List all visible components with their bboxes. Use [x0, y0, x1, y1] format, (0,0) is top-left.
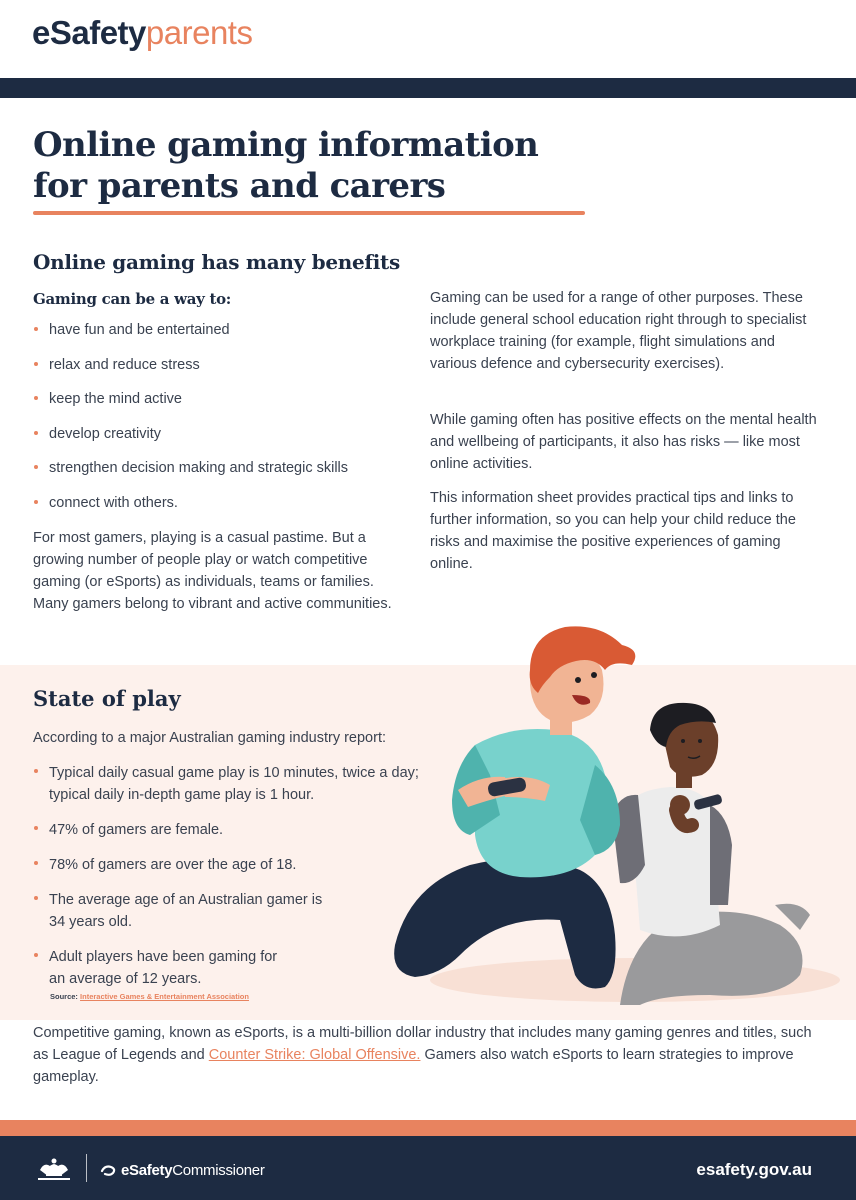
counter-strike-link[interactable]: Counter Strike: Global Offensive. — [208, 1047, 421, 1063]
logo-parents: parents — [145, 14, 253, 51]
benefits-subheading: Gaming can be a way to: — [33, 290, 232, 308]
state-of-play-intro: According to a major Australian gaming industry report: — [33, 730, 387, 746]
list-item — [33, 762, 473, 806]
government-crest-icon — [32, 1156, 76, 1182]
info-sheet-paragraph: This information sheet provides practical tips and links to further information, so you can help your child reduce the risks and maximise the positive experiences of gaming online. — [430, 490, 796, 572]
statistics-list — [33, 762, 473, 1003]
stat-text: 34 years old. — [49, 914, 133, 930]
page-title — [33, 125, 593, 207]
stat-text: Typical daily casual game play is 10 minutes, twice a day; — [49, 765, 419, 781]
commissioner-swirl-icon — [100, 1165, 117, 1176]
header-bar — [0, 78, 856, 98]
state-of-play-heading: State of play — [33, 686, 181, 711]
header — [0, 0, 856, 78]
gaming-purposes-paragraph: Gaming can be used for a range of other purposes. These include general school education right through to specialist workplace training (for example, flight simulations and various defence and cybersecurity exercises). — [430, 290, 807, 372]
stat-text: The average age of an Australian gamer is — [49, 892, 323, 908]
footer — [0, 1136, 856, 1200]
website-link[interactable]: esafety.gov.au — [696, 1160, 812, 1179]
esports-text-after: Gamers also watch eSports to learn strategies to improve gameplay. — [33, 1047, 794, 1085]
esafety-parents-logo[interactable] — [32, 14, 252, 52]
list-item: keep the mind active — [33, 389, 403, 424]
list-item: 47% of gamers are female. — [33, 819, 473, 841]
list-item: have fun and be entertained — [33, 320, 403, 355]
esafety-commissioner-logo[interactable] — [100, 1162, 265, 1179]
stat-text: Adult players have been gaming for — [49, 949, 278, 965]
list-item: 78% of gamers are over the age of 18. — [33, 854, 473, 876]
esports-text-before: Competitive gaming, known as eSports, is a multi-billion dollar industry that includes many gaming genres and titles, such as League of Legends and — [33, 1025, 812, 1063]
source-citation — [50, 992, 249, 1001]
list-item — [33, 946, 473, 990]
title-underline — [33, 211, 585, 215]
stat-text: an average of 12 years. — [49, 971, 202, 987]
stat-text: typical daily in-depth game play is 1 hour. — [49, 787, 315, 803]
source-label: Source: — [50, 992, 78, 1001]
benefits-list — [33, 320, 403, 527]
logo-esafety: eSafety — [32, 14, 146, 51]
esports-paragraph — [33, 1022, 823, 1088]
gaming-risks-paragraph: While gaming often has positive effects on the mental health and wellbeing of participants, it also has risks — like most online activities. — [430, 412, 817, 472]
commissioner-text: Commissioner — [172, 1162, 265, 1179]
list-item — [33, 889, 473, 933]
source-link[interactable]: Interactive Games & Entertainment Association — [80, 992, 249, 1001]
commissioner-esafety: eSafety — [121, 1162, 173, 1179]
title-line-1: Online gaming information — [33, 125, 539, 165]
casual-gamers-paragraph: For most gamers, playing is a casual pastime. But a growing number of people play or watch competitive gaming (or eSports) as individuals, teams or families. Many gamers belong to vibrant and active communities. — [33, 530, 392, 612]
footer-accent-stripe — [0, 1120, 856, 1136]
list-item: strengthen decision making and strategic skills — [33, 458, 403, 493]
list-item: connect with others. — [33, 493, 403, 528]
list-item: develop creativity — [33, 424, 403, 459]
footer-divider — [86, 1154, 87, 1182]
title-line-2: for parents and carers — [33, 166, 446, 206]
benefits-heading: Online gaming has many benefits — [33, 250, 400, 274]
list-item: relax and reduce stress — [33, 355, 403, 390]
